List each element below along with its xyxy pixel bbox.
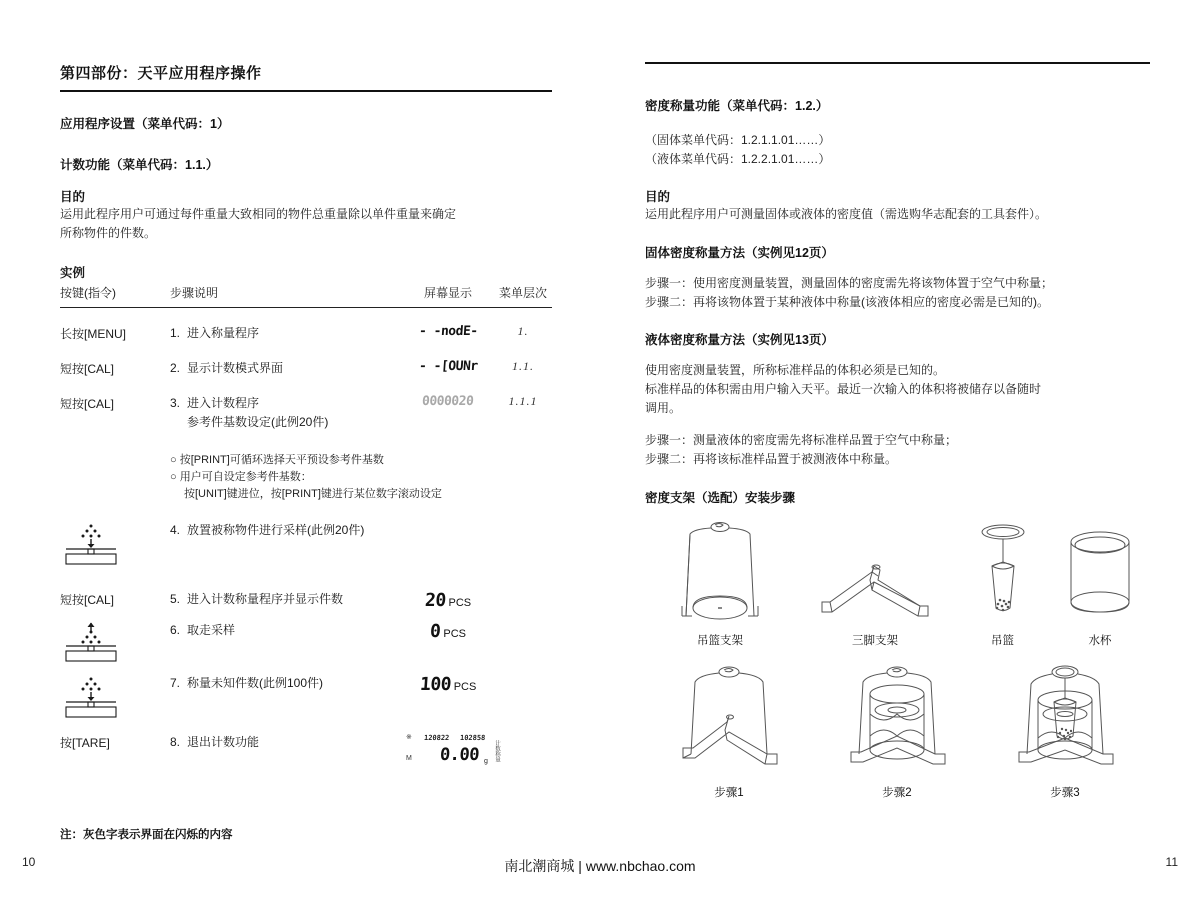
- section-app-settings-name: 应用程序设置: [60, 117, 136, 131]
- step-number: 6.: [170, 623, 181, 637]
- part-caption: 三脚支架: [852, 635, 898, 647]
- water-cup-icon: [1062, 520, 1138, 628]
- solid-method-heading: [645, 243, 1150, 262]
- part-item: [955, 520, 1050, 648]
- row-key: 长按[MENU]: [60, 327, 127, 341]
- menu-level: 1.1.1: [508, 394, 538, 408]
- table-row: [60, 611, 552, 666]
- menu-level: 1.1.: [512, 359, 534, 373]
- section-density-name: 密度称量功能: [645, 99, 721, 113]
- site-footer: 南北潮商城 | www.nbchao.com: [504, 858, 696, 874]
- step-subtext: 参考件基数设定(此例20件): [187, 415, 329, 429]
- liquid-para-2b: 调用。: [645, 401, 682, 415]
- part-caption: 吊篮: [991, 635, 1014, 647]
- bullet-subtext: 按[UNIT]键进位，按[PRINT]键进行某位数字滚动设定: [184, 488, 442, 500]
- purpose-text-line-2: 所称物件的件数。: [60, 226, 157, 240]
- assembly-step-item: [645, 664, 813, 800]
- pan-load-icon: [60, 521, 170, 566]
- step-number: 8.: [170, 735, 181, 749]
- row-key: 短按[CAL]: [60, 593, 115, 607]
- liquid-step-1: 步骤一：测量液体的密度需先将标准样品置于空气中称量；: [645, 433, 958, 447]
- parts-row: [645, 520, 1150, 648]
- row-key: 短按[CAL]: [60, 362, 115, 376]
- liquid-para-1: 使用密度测量装置，所称标准样品的体积必须是已知的。: [645, 363, 946, 377]
- row-key: 短按[CAL]: [60, 397, 115, 411]
- step-text: 称量未知件数(此例100件): [187, 676, 324, 690]
- assembly-steps-row: [645, 664, 1150, 800]
- step-number: 1.: [170, 326, 181, 340]
- step-number: 7.: [170, 676, 181, 690]
- pcs-value: 0: [429, 621, 442, 642]
- section-app-settings-code: （菜单代码：1）: [135, 117, 230, 131]
- section-app-settings: [60, 114, 552, 133]
- menu-code-solid: （固体菜单代码：1.2.1.1.01……）: [645, 133, 831, 147]
- right-page: [600, 0, 1200, 906]
- bullet-item: [170, 452, 552, 469]
- section-density: [645, 96, 1150, 115]
- col-header-key: 按键(指令): [60, 286, 116, 300]
- assembly-step2-icon: [837, 664, 957, 782]
- row-desc: [170, 674, 402, 693]
- lcd-mode-icon: M: [406, 755, 412, 762]
- row-desc: [170, 521, 402, 540]
- example-label: 实例: [60, 266, 86, 280]
- step-number: 3.: [170, 396, 181, 410]
- liquid-method-block: [645, 330, 1150, 469]
- step-text: 放置被称物件进行采样(此例20件): [187, 523, 365, 537]
- bullet-circle-icon: ○: [170, 471, 180, 483]
- section-counting-name: 计数功能: [60, 158, 111, 172]
- lcd-display-flashing: 0000020: [421, 394, 475, 409]
- section-counting-code: （菜单代码：1.1.）: [110, 158, 219, 172]
- solid-step-1: 步骤一：使用密度测量装置，测量固体的密度需先将该物体置于空气中称量；: [645, 276, 1054, 290]
- step-text: 进入计数称量程序并显示件数: [187, 592, 344, 606]
- solid-method-title: 固体密度称量方法: [645, 246, 746, 260]
- purpose-text-line-1: 运用此程序用户可通过每件重量大致相同的物件总重量除以单件重量来确定: [60, 207, 457, 221]
- step-text: 进入称量程序: [187, 326, 260, 340]
- step-number: 5.: [170, 592, 181, 606]
- bullet-block: [60, 452, 552, 503]
- liquid-method-ref: （实例见13页）: [745, 333, 834, 347]
- table-row: [60, 503, 552, 566]
- lcd-display: - -[OUNr: [418, 359, 478, 374]
- purpose-text: 运用此程序用户可测量固体或液体的密度值（需选购华志配套的工具套件）。: [645, 207, 1048, 221]
- row-desc: [170, 621, 402, 640]
- part-caption: 吊篮支架: [697, 635, 743, 647]
- flashing-note: 注：灰色字表示界面在闪烁的内容: [60, 829, 233, 841]
- lcd-date: 120822: [423, 734, 450, 742]
- part-item: [795, 520, 955, 648]
- liquid-method-heading: [645, 330, 1150, 349]
- row-desc: [170, 394, 402, 432]
- row-desc: [170, 590, 402, 609]
- pcs-unit: PCS: [453, 681, 477, 693]
- part-caption: 水杯: [1088, 635, 1112, 647]
- lcd-unit: g: [484, 758, 488, 765]
- table-row: [60, 719, 552, 773]
- purpose-label: 目的: [645, 190, 671, 204]
- table-row: [60, 566, 552, 611]
- pan-unload-icon: [60, 621, 170, 666]
- bracket-install-heading: 密度支架（选配）安装步骤: [645, 491, 796, 505]
- assembly-step3-icon: [1005, 664, 1125, 782]
- menu-level: 1.: [517, 324, 529, 338]
- col-header-desc: 步骤说明: [170, 286, 219, 300]
- page-title: 第四部份：天平应用程序操作: [60, 62, 552, 92]
- pcs-unit: PCS: [443, 628, 466, 640]
- menu-code-block: [645, 131, 1150, 169]
- table-row: [60, 378, 552, 432]
- bullet-text: 用户可自设定参考件基数：: [179, 471, 312, 483]
- assembly-step-item: [981, 664, 1149, 800]
- liquid-step-2: 步骤二：再将该标准样品置于被测液体中称量。: [645, 452, 898, 466]
- liquid-para-2a: 标准样品的体积需由用户输入天平。最近一次输入的体积将被储存以备随时: [645, 382, 1042, 396]
- bullet-circle-icon: ○: [170, 454, 180, 466]
- purpose-block: [60, 187, 552, 243]
- header-rule: [645, 62, 1150, 64]
- liquid-method-title: 液体密度称量方法: [645, 333, 746, 347]
- page-number-right: 11: [1165, 855, 1178, 869]
- pcs-unit: PCS: [448, 597, 472, 609]
- full-lcd-icon: [402, 733, 500, 773]
- col-header-display: 屏幕显示: [423, 286, 472, 300]
- purpose-block: [645, 187, 1150, 224]
- bullet-text: 按[PRINT]可循环选择天平预设参考件基数: [179, 454, 384, 466]
- solid-step-2: 步骤二：再将该物体置于某种液体中称量(该液体相应的密度必需是已知的)。: [645, 295, 1049, 309]
- row-desc: [170, 359, 402, 378]
- table-row: [60, 343, 552, 378]
- step-text: 显示计数模式界面: [187, 361, 284, 375]
- solid-method-block: [645, 243, 1150, 312]
- col-header-level: 菜单层次: [498, 286, 547, 300]
- part-item: [1050, 520, 1150, 648]
- page-number-left: 10: [22, 855, 36, 869]
- bullet-item: [170, 469, 552, 486]
- section-counting: [60, 155, 552, 174]
- row-desc: [170, 733, 402, 752]
- table-header-row: [60, 284, 552, 308]
- assembly-step-item: [813, 664, 981, 800]
- pcs-value: 20: [424, 590, 447, 611]
- basket-bracket-icon: [670, 520, 770, 628]
- pan-load-icon: [60, 674, 170, 719]
- row-desc: [170, 324, 402, 343]
- table-row: [60, 308, 552, 343]
- lcd-pcs-display: [402, 590, 494, 611]
- lcd-stability-icon: ※: [406, 734, 412, 741]
- step-caption: 步骤3: [1050, 787, 1080, 799]
- step-text: 退出计数功能: [187, 735, 260, 749]
- lcd-pcs-display: [402, 621, 494, 642]
- pcs-value: 100: [418, 674, 452, 695]
- lcd-time: 102858: [459, 734, 486, 742]
- step-number: 2.: [170, 361, 181, 375]
- step-caption: 步骤2: [882, 787, 912, 799]
- example-table: [60, 263, 552, 773]
- row-key: 按[TARE]: [60, 736, 110, 750]
- step-number: 4.: [170, 523, 181, 537]
- step-text: 进入计数程序: [187, 396, 260, 410]
- section-density-code: （菜单代码：1.2.）: [720, 99, 829, 113]
- assembly-step1-icon: [669, 664, 789, 782]
- step-text: 取走采样: [187, 623, 236, 637]
- lcd-value: 0.00: [439, 745, 480, 765]
- lcd-pcs-display: [402, 674, 494, 695]
- tripod-icon: [810, 520, 940, 628]
- part-item: [645, 520, 795, 648]
- table-row: [60, 666, 552, 719]
- purpose-label: 目的: [60, 190, 86, 204]
- lcd-display: - -nodE-: [418, 324, 478, 339]
- solid-method-ref: （实例见12页）: [745, 246, 834, 260]
- menu-code-liquid: （液体菜单代码：1.2.2.1.01……）: [645, 152, 831, 166]
- lcd-side-labels: 计数称量: [494, 740, 500, 762]
- basket-icon: [968, 520, 1038, 628]
- step-caption: 步骤1: [714, 787, 744, 799]
